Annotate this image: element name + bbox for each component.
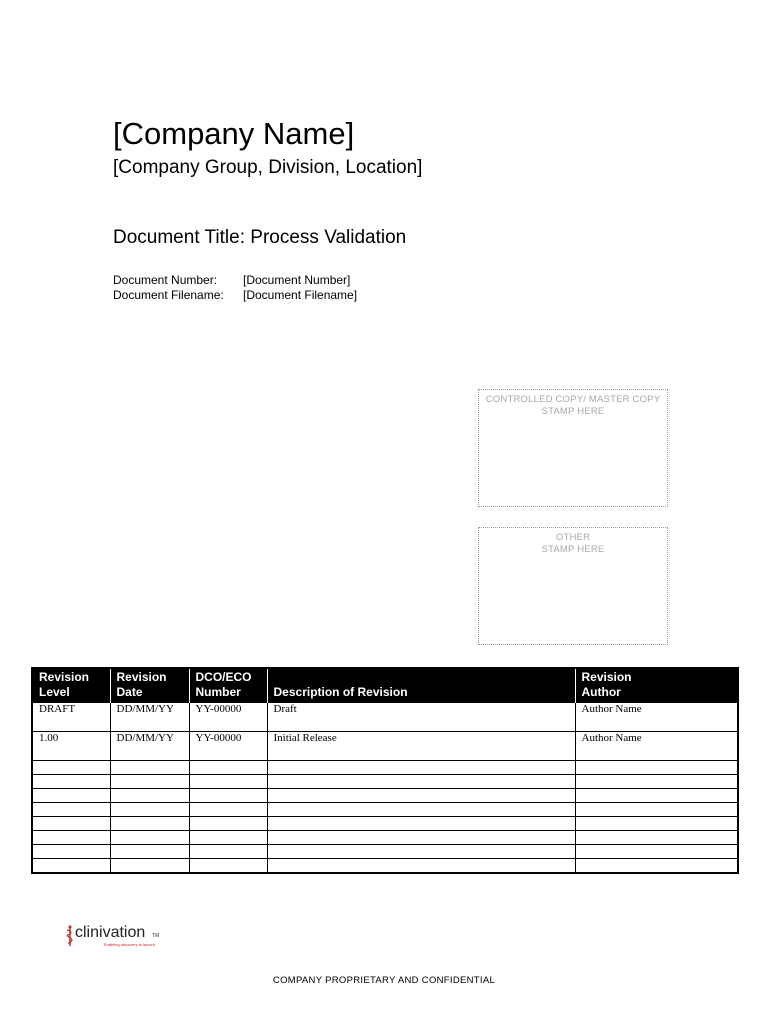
- empty-cell: [267, 831, 575, 845]
- empty-cell: [575, 761, 738, 775]
- empty-cell: [32, 761, 110, 775]
- empty-cell: [267, 775, 575, 789]
- company-group-division-location: [Company Group, Division, Location]: [113, 157, 423, 178]
- company-name: [Company Name]: [113, 116, 355, 151]
- table-row: [32, 732, 738, 761]
- stamp-line: OTHER: [555, 532, 591, 543]
- empty-cell: [32, 775, 110, 789]
- empty-cell: [267, 803, 575, 817]
- empty-cell: [575, 831, 738, 845]
- cell-dco-eco-number: YY-00000: [189, 703, 267, 732]
- empty-cell: [267, 761, 575, 775]
- empty-cell: [110, 775, 189, 789]
- stamp-line: CONTROLLED COPY/ MASTER COPY: [485, 394, 661, 405]
- table-row-empty: [32, 845, 738, 859]
- empty-cell: [575, 845, 738, 859]
- empty-cell: [32, 789, 110, 803]
- table-row-empty: [32, 831, 738, 845]
- cell-revision-level: 1.00: [32, 732, 110, 761]
- empty-cell: [32, 803, 110, 817]
- empty-cell: [575, 817, 738, 831]
- empty-cell: [189, 775, 267, 789]
- cell-author: Author Name: [575, 732, 738, 761]
- table-row-empty: [32, 775, 738, 789]
- empty-cell: [575, 859, 738, 874]
- empty-cell: [110, 761, 189, 775]
- cell-dco-eco-number: YY-00000: [189, 732, 267, 761]
- document-number-label: Document Number:: [113, 273, 218, 287]
- empty-cell: [110, 817, 189, 831]
- cell-description: Initial Release: [267, 732, 575, 761]
- empty-cell: [267, 789, 575, 803]
- empty-cell: [189, 859, 267, 874]
- logo-trademark: TM: [152, 933, 160, 939]
- empty-cell: [575, 789, 738, 803]
- empty-cell: [267, 845, 575, 859]
- cell-description: Draft: [267, 703, 575, 732]
- table-row: [32, 703, 738, 732]
- cell-revision-date: DD/MM/YY: [110, 732, 189, 761]
- empty-cell: [575, 775, 738, 789]
- cell-author: Author Name: [575, 703, 738, 732]
- empty-cell: [32, 817, 110, 831]
- revision-history-table: [31, 667, 739, 874]
- empty-cell: [575, 803, 738, 817]
- empty-cell: [110, 803, 189, 817]
- empty-cell: [110, 831, 189, 845]
- document-number-value: [Document Number]: [243, 273, 351, 287]
- empty-cell: [189, 761, 267, 775]
- document-title: Document Title: Process Validation: [113, 227, 407, 248]
- document-filename-value: [Document Filename]: [243, 288, 358, 302]
- empty-cell: [189, 845, 267, 859]
- header-dco-eco-number: DCO/ECO Number: [189, 668, 267, 703]
- caduceus-icon: [66, 925, 74, 947]
- empty-cell: [267, 859, 575, 874]
- cell-revision-date: DD/MM/YY: [110, 703, 189, 732]
- table-row-empty: [32, 789, 738, 803]
- empty-cell: [32, 831, 110, 845]
- logo-tagline: Enabling discovery to launch: [104, 942, 155, 947]
- document-filename-label: Document Filename:: [113, 288, 224, 302]
- header-revision-date: Revision Date: [110, 668, 189, 703]
- other-stamp-box: [478, 527, 668, 645]
- table-header-row: [32, 668, 738, 703]
- empty-cell: [189, 803, 267, 817]
- empty-cell: [110, 845, 189, 859]
- clinivation-logo: [66, 924, 186, 950]
- empty-cell: [32, 859, 110, 874]
- footer-confidentiality-notice: COMPANY PROPRIETARY AND CONFIDENTIAL: [272, 975, 496, 986]
- empty-cell: [110, 859, 189, 874]
- stamp-line: STAMP HERE: [541, 544, 605, 555]
- cell-revision-level: DRAFT: [32, 703, 110, 732]
- header-revision-author: Revision Author: [575, 668, 738, 703]
- empty-cell: [32, 845, 110, 859]
- table-row-empty: [32, 803, 738, 817]
- empty-cell: [189, 817, 267, 831]
- header-revision-level: Revision Level: [32, 668, 110, 703]
- header-description-of-revision: Description of Revision: [267, 668, 575, 703]
- empty-cell: [189, 831, 267, 845]
- empty-cell: [267, 817, 575, 831]
- table-row-empty: [32, 817, 738, 831]
- logo-wordmark: clinivation: [75, 924, 146, 941]
- empty-cell: [110, 789, 189, 803]
- table-row-empty: [32, 859, 738, 874]
- table-row-empty: [32, 761, 738, 775]
- empty-cell: [189, 789, 267, 803]
- controlled-copy-stamp-box: [478, 389, 668, 507]
- stamp-line: STAMP HERE: [541, 406, 605, 417]
